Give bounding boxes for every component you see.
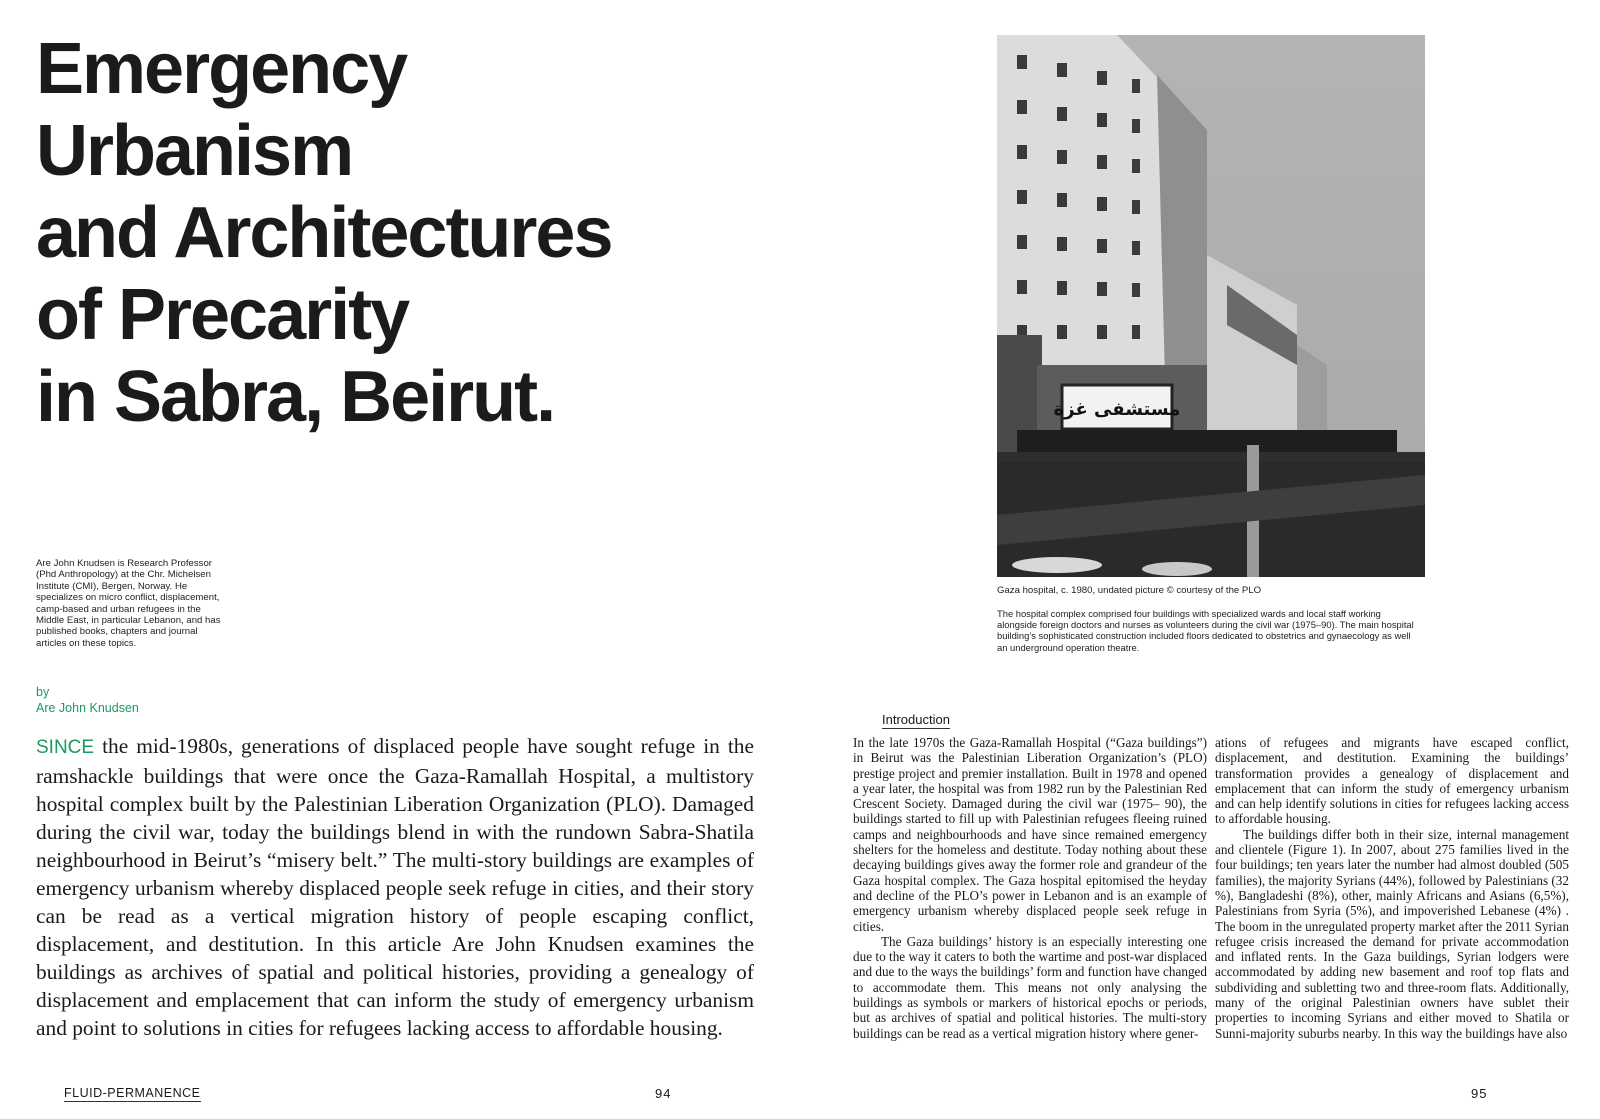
hospital-photo <box>997 35 1425 577</box>
paragraph: ations of refugees and migrants have escaped conflict, displacement, and destitution. Examining the buildings’ transformation provides a genealogy of displacement and emplacement that can inform the study of emergency urbanism and can help identify solutions in cities for refugees lacking access to affordable housing. <box>1215 735 1569 827</box>
text-column-2 <box>1215 735 1569 1041</box>
hospital-sign-text: مستشفى غزة <box>1053 399 1181 420</box>
section-heading: Introduction <box>882 712 950 727</box>
hospital-photo-image <box>997 35 1425 577</box>
title-line: Urbanism <box>36 111 353 191</box>
photo-credit: Gaza hospital, c. 1980, undated picture © courtesy of the PLO <box>997 585 1262 596</box>
paragraph: The buildings differ both in their size, internal management and clientele (Figure 1). In 2007, about 275 families lived in the four buildings; ten years later the number had almost doubled (505 families), the majority Syrians (44%), followed by Palestinians (32 %), Bangladeshi (8%), other, mainly Africans and Asians (6,5%), Palestinians from Syria (5%), and impoverished Lebanese (4%) . The boom in the unregulated property market after the 2011 Syrian refugee crisis increased the demand for private accommodation and inflated rents. In the Gaza buildings, Syrian lodgers were accommodated by adding new basement and roof top flats and subdividing and subletting two and three-room flats. Additionally, many of the original Palestinian owners have sublet their properties to incoming Syrians and either moved to Shatila or Sunni-majority suburbs nearby. In this way the buildings have also <box>1215 826 1569 1041</box>
byline-author: Are John Knudsen <box>36 701 139 715</box>
text-column-1 <box>853 735 1207 1041</box>
author-bio: Are John Knudsen is Research Professor (Phd Anthropology) at the Chr. Michelsen Institute (CMI), Bergen, Norway. He specializes on micro conflict, displacement, camp-based and urban refugees in the Middle East, in particular Lebanon, and has published books, chapters and journal articles on these topics. <box>36 558 221 649</box>
article-title <box>36 28 796 438</box>
paragraph: The Gaza buildings’ history is an especially interesting one due to the way it caters to both the wartime and post-war displaced and due to the ways the buildings’ form and function have changed to accommodate them. This means not only analysing the buildings as symbols or markers of historical epochs or periods, but as archives of spatial and political histories. The multi-story buildings can be read as a vertical migration history where gener- <box>853 933 1207 1041</box>
byline <box>36 684 139 716</box>
title-line: of Precarity <box>36 275 409 355</box>
paragraph: In the late 1970s the Gaza-Ramallah Hospital (“Gaza buildings”) in Beirut was the Palestinian Liberation Organization’s (PLO) prestige project and premier installation. Built in 1978 and opened a year later, the hospital was from 1982 run by the Palestinian Red Crescent Society. Damaged during the civil war (1975– 90), the buildings started to fill up with Palestinian refugees fleeing ruined camps and neighbourhoods and have since remained emergency shelters for the homeless and destitute. Today nothing about these decaying buildings gives away the former role and grandeur of the Gaza hospital complex. The Gaza hospital epitomised the heyday and decline of the PLO’s power in Lebanon and is an example of emergency urbanism whereby displaced people seek refuge in cities. <box>853 735 1207 934</box>
intro-paragraph <box>36 732 754 1042</box>
intro-lead-word: SINCE <box>36 737 95 758</box>
photo-caption: The hospital complex comprised four buildings with specialized wards and local staff working alongside foreign doctors and nurses as volunteers during the civil war (1975–90). The main hospital building’s sophisticated construction included floors dedicated to obstetrics and gynaecology as well an underground operation theatre. <box>997 608 1414 653</box>
journal-name: FLUID-PERMANENCE <box>64 1086 201 1100</box>
title-line: Emergency <box>36 29 407 109</box>
page-number-left: 94 <box>655 1086 672 1101</box>
intro-text: the mid-1980s, generations of displaced people have sought refuge in the ramshackle buildings that were once the Gaza-Ramallah Hospital, a multistory hospital complex built by the Palestinian Liberation Organization (PLO). Damaged during the civil war, today the buildings blend in with the rundown Sabra-Shatila neighbourhood in Beirut’s “misery belt.” The multi-story buildings are examples of emergency urbanism whereby displaced people seek refuge in cities, and their story can be read as a vertical migration history of people escaping conflict, displacement, and destitution. In this article Are John Knudsen examines the buildings as archives of spatial and political histories, providing a genealogy of displacement and emplacement that can inform the study of emergency urbanism and point to solutions in cities for refugees lacking access to affordable housing. <box>36 734 754 1040</box>
title-line: in Sabra, Beirut. <box>36 357 555 437</box>
byline-by: by <box>36 685 50 699</box>
page-number-right: 95 <box>1471 1086 1488 1101</box>
title-line: and Architectures <box>36 193 612 273</box>
